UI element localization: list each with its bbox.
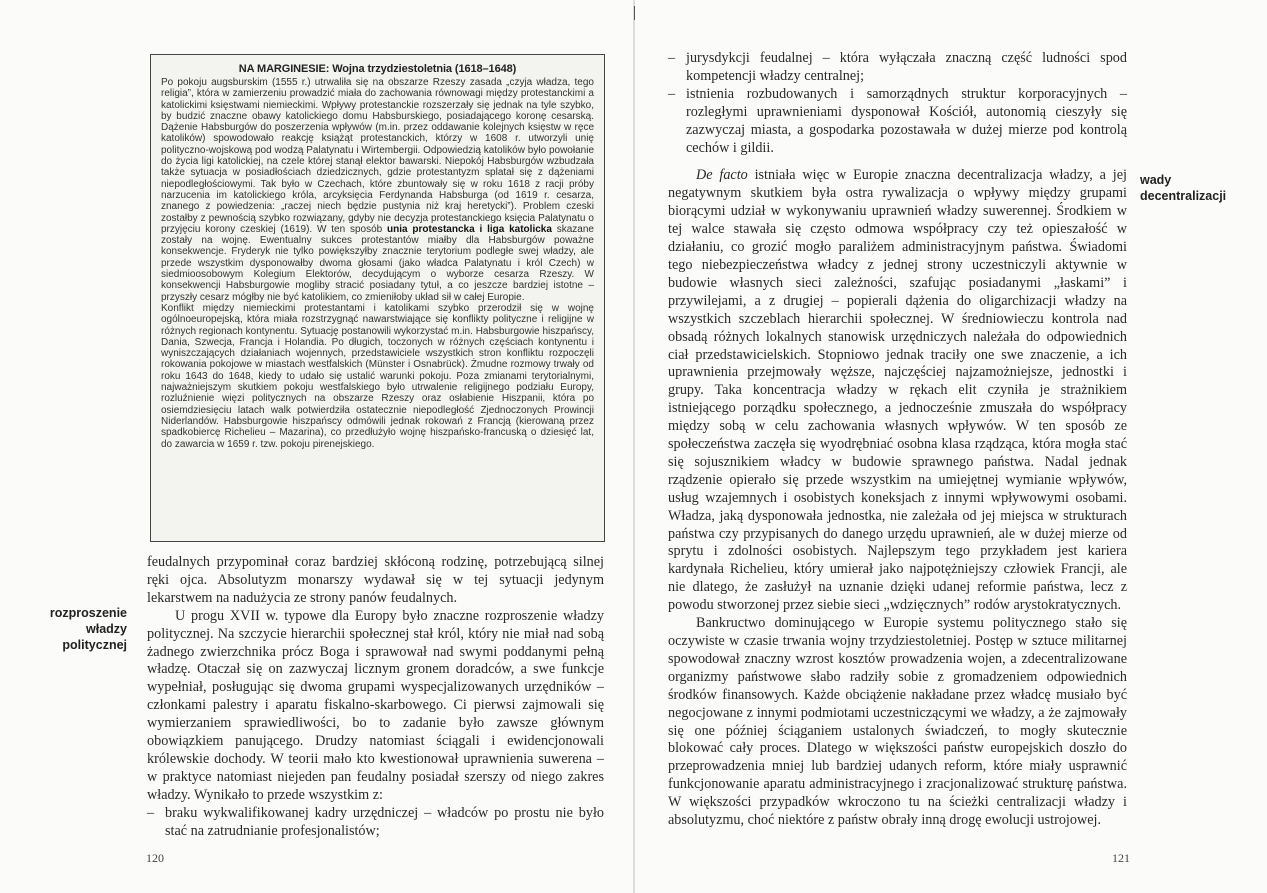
sidebar-paragraph-2: Konflikt między niemieckimi protestantami i katolikami szybko przerodził się w wojnę ogólnoeuropejską, która miała rozstrzygnąć nawarstwiające się konflikty polityczne i religijne w różnych regionach kontynentu. Sytuację postanowili wykorzystać m.in. Habsburgowie hiszpańscy, Dania, Szwecja, Francja i Holandia. Po długich, toczonych w różnych częściach kontynentu i wyniszczających działaniach wojennych, przedstawiciele wszystkich stron konfliktu rozpoczęli rokowania pokojowe w miastach westfalskich (Münster i Osnabrück). Żmudne rozmowy trwały od roku 1643 do 1648, kiedy to udało się ustalić warunki pokoju. Poza zmianami terytorialnymi, najważniejszym skutkiem pokoju westfalskiego było utrwalenie religijnego podziału Europy, rozluźnienie więzi politycznych na obszarze Rzeszy oraz osłabienie Hiszpanii, która po osiemdziesięciu latach walk potwierdziła ostatecznie niepodległość Zjednoczonych Prowincji Niderlandów. Habsburgowie hiszpańscy odmówili jednak rokowań z Francją (kierowaną przez spadkobiercę Richelieu – Mazarina), co przedłużyło wojnę hiszpańsko-francuską o dziesięć lat, do zawarcia w 1659 r. tzw. pokoju pirenejskiego. [161, 302, 594, 450]
margin-note-line: władzy [86, 622, 127, 636]
left-paragraph-2: U progu XVII w. typowe dla Europy było znaczne rozproszenie władzy politycznej. Na szczycie hierarchii społecznej stał król, który nie miał nad sobą żadnego zwierzchnika prócz Boga i sprawował nad swymi poddanymi pełną władzę. Otaczał się on zazwyczaj licznym gronem doradców, a swe funkcje wypełniał, posługując się dwoma grupami wyspecjalizowanych urzędników – członkami palestry i aparatu fiskalno-skarbowego. Ci pierwsi zajmowali się wymierzaniem sprawiedliwości, bo to zadanie było zawsze głównym obowiązkiem panującego. Drudzy natomiast ściągali i ewidencjonowali królewskie dochody. W teorii mało kto kwestionował uprawnienia suwerena – w praktyce natomiast niejeden pan feudalny posiadał szerszy od niego zakres władzy. Wynikało to przede wszystkim z: [147, 607, 604, 803]
sidebar-text-b: skazane zostały na wojnę. Ewentualny sukces protestantów miałby dla Habsburgów poważne konsekwencje. Fryderyk nie tylko powiększyłby znacznie terytorium podległe swej władzy, ale przede wszystkim dysponowałby dwoma głosami (jako władca Palatynatu i król Czech) w siedmioosobowym Kolegium Elektorów, decydującym o wyborze cesarza Rzeszy. W konsekwencji Habsburgowie mogliby stracić posiadany tytuł, a co jeszcze bardziej istotne – przyszły cesarz mógłby nie być katolikiem, co zmieniłoby układ sił w całej Europie. [161, 223, 594, 303]
sidebar-title: NA MARGINESIE: Wojna trzydziestoletnia (1618–1648) [238, 63, 517, 75]
dash-bullet: – [147, 804, 155, 821]
right-paragraph-2: Bankructwo dominującego w Europie systemu politycznego stało się oczywiste w czasie trwania wojny trzydziestoletniej. Postęp w sztuce militarnej spowodował znaczny wzrost kosztów prowadzenia wojen, a zdecentralizowane organizmy państwowe słabo radziły sobie z gromadzeniem odpowiednich środków finansowych. Każde obciążenie nakładane przez władcę musiało być negocjowane z innymi podmiotami uczestniczącymi we władzy, a że zajmowały się one później ściąganiem ustalonych świadczeń, to mogły skutecznie blokować cały proces. Dlatego w większości państw europejskich doszło do przeprowadzenia mniej lub bardziej udanych reform, które miały usprawnić funkcjonowanie aparatu administracyjnego i zracjonalizować strukturę państwa. W większości przypadków wkroczono tu na ścieżki centralizacji władzy i absolutyzmu, choć niektóre z państw obrały inną drogę ewolucji ustrojowej. [668, 615, 1127, 829]
margin-note-line: decentralizacji [1140, 189, 1227, 203]
gutter [633, 0, 635, 893]
paragraph-text: istniała więc w Europie znaczna decentralizacja władzy, a jej negatywnym skutkiem była ostra rywalizacja o wpływy między grupami biorącymi udział w wykonywaniu uprawnień władzy suwerennej. Środkiem w tej walce stawała się często odmowa współpracy czy też opieszałość w działaniu, co grozić mogło paraliżem administracyjnym państwa. Świadomi tego niebezpieczeństwa władcy z jednej strony uczestniczyli aktywnie w budowie własnych sieci zależności, szafując posiadanymi „łaskami” i przywilejami, a z drugiej – popierali dążenia do oligarchizacji władzy na wszystkich szczeblach hierarchii społecznej. W średniowieczu kontrola nad obsadą różnych lokalnych stanowisk urzędniczych należała do odpowiednich ciał przedstawicielskich. Stopniowo jednak traciły one swe znaczenie, a ich uprawnienia przejmowały węższe, najczęściej najzamożniejsze, jednostki i grupy. Taka koncentracja władzy w rękach elit czyniła je strażnikiem istniejącego porządku społecznego, a jednocześnie zmuszała do współpracy między sobą w celu zachowania własnych wpływów. W ten sposób ze społeczeństwa zaczęła się wyodrębniać osobna klasa rządząca, która mogła stać się sojusznikiem władcy w budowie sprawnego państwa. Nadal jednak rządzenie opierało się przede wszystkim na umiejętnej wymianie wpływów, usług wzajemnych i osobistych koneksjach z innymi wpływowymi osobami. Władza, jaką dysponowała jednostka, nie zależała od jej miejsca w strukturach państwa czy przypisanych do danego urzędu uprawnień, ale w dużej mierze od sprytu i zdolności osobistych. Najlepszym tego przykładem jest kariera kardynała Richelieu, który umierał jako najpotężniejszy człowiek Francji, ale nie dlatego, że zasłużył na uznanie dzięki udanej reformie państwa, lecz z powodu stworzonej przez siebie sieci „wdzięcznych” rodów arystokratycznych. [668, 167, 1127, 614]
italic-phrase: De facto [696, 167, 748, 184]
list-item [147, 805, 604, 841]
margin-note-line: wady [1140, 173, 1172, 187]
right-paragraph-1 [668, 167, 1127, 615]
margin-note-left [20, 605, 127, 653]
list-item-text: braku wykwalifikowanej kadry urzędniczej – władców po prostu nie było stać na zatrudnianie profesjonalistów; [165, 804, 604, 839]
page-number-left: 120 [146, 851, 164, 865]
margin-note-line: politycznej [62, 638, 127, 652]
margin-note-right [1140, 172, 1255, 204]
list-item-text: jurysdykcji feudalnej – która wyłączała znaczną część ludności spod kompetencji władzy centralnej; [686, 50, 1127, 84]
sidebar-bold-text: unia protestancka i liga katolicka [387, 223, 552, 235]
sidebar-paragraph-1 [161, 77, 594, 303]
left-paragraph-1: feudalnych przypominał coraz bardziej skłóconą rodzinę, potrzebującą silnej ręki ojca. Absolutyzm monarszy wydawał się w tej sytuacji jedynym lekarstwem na nadużycia ze strony panów feudalnych. [147, 554, 604, 606]
list-item-text: istnienia rozbudowanych i samorządnych struktur korporacyjnych – rozległymi uprawnieniami dysponował Kościół, autonomią cieszyły się zazwyczaj miasta, a gospodarka pozostawała w dużej mierze pod kontrolą cechów i gildii. [686, 85, 1127, 156]
right-column [668, 50, 1127, 830]
sidebar-body [161, 77, 594, 450]
dash-bullet: – [668, 50, 676, 66]
left-column [147, 554, 604, 841]
list-item [668, 86, 1127, 158]
sidebar-text-a: Po pokoju augsburskim (1555 r.) utrwaliła się na obszarze Rzeszy zasada „czyja władza, tego religia”, która w zamierzeniu prowadzić miała do zachowania równowagi między protestanckimi a katolickimi księstwami niemieckimi. Wpływy protestanckie rozszerzały się jednak na tyle szybko, by budzić znaczne obawy katolickiego domu Habsburskiego, posiadającego koronę cesarską. Dążenie Habsburgów do poszerzenia wpływów (m.in. przez oddawanie kolejnych księstw w ręce katolików) spowodowało reakcję książąt protestanckich, którzy w 1608 r. utworzyli unię polityczno-wojskową pod wodzą Palatynatu i Wirtembergii. Odpowiedzią katolików było powołanie do życia ligi katolickiej, na czele której stanął elektor bawarski. Niepokój Habsburgów wzbudzała także sytuacja w posiadłościach dziedzicznych, gdzie protestantyzm splatał się z dążeniami niepodległościowymi. Tak było w Czechach, które zbuntowały się w roku 1618 z racji próby narzucenia im katolickiego króla, arcyksięcia Ferdynanda Habsburga (od 1619 r. cesarza, znanego z powiedzenia: „raczej niech będzie pustynia niż kraj heretycki”). Problem czeski zostałby z pewnością szybko rozwiązany, gdyby nie decyzja protestanckiego księcia Palatynatu o przyjęciu korony czeskiej (1619). W ten sposób [161, 77, 594, 235]
sidebar-box [150, 54, 605, 542]
list-item [668, 50, 1127, 86]
dash-bullet: – [668, 85, 676, 102]
gutter-mark [634, 6, 635, 20]
page-number-right: 121 [1112, 851, 1130, 865]
margin-note-line: rozproszenie [49, 606, 127, 620]
